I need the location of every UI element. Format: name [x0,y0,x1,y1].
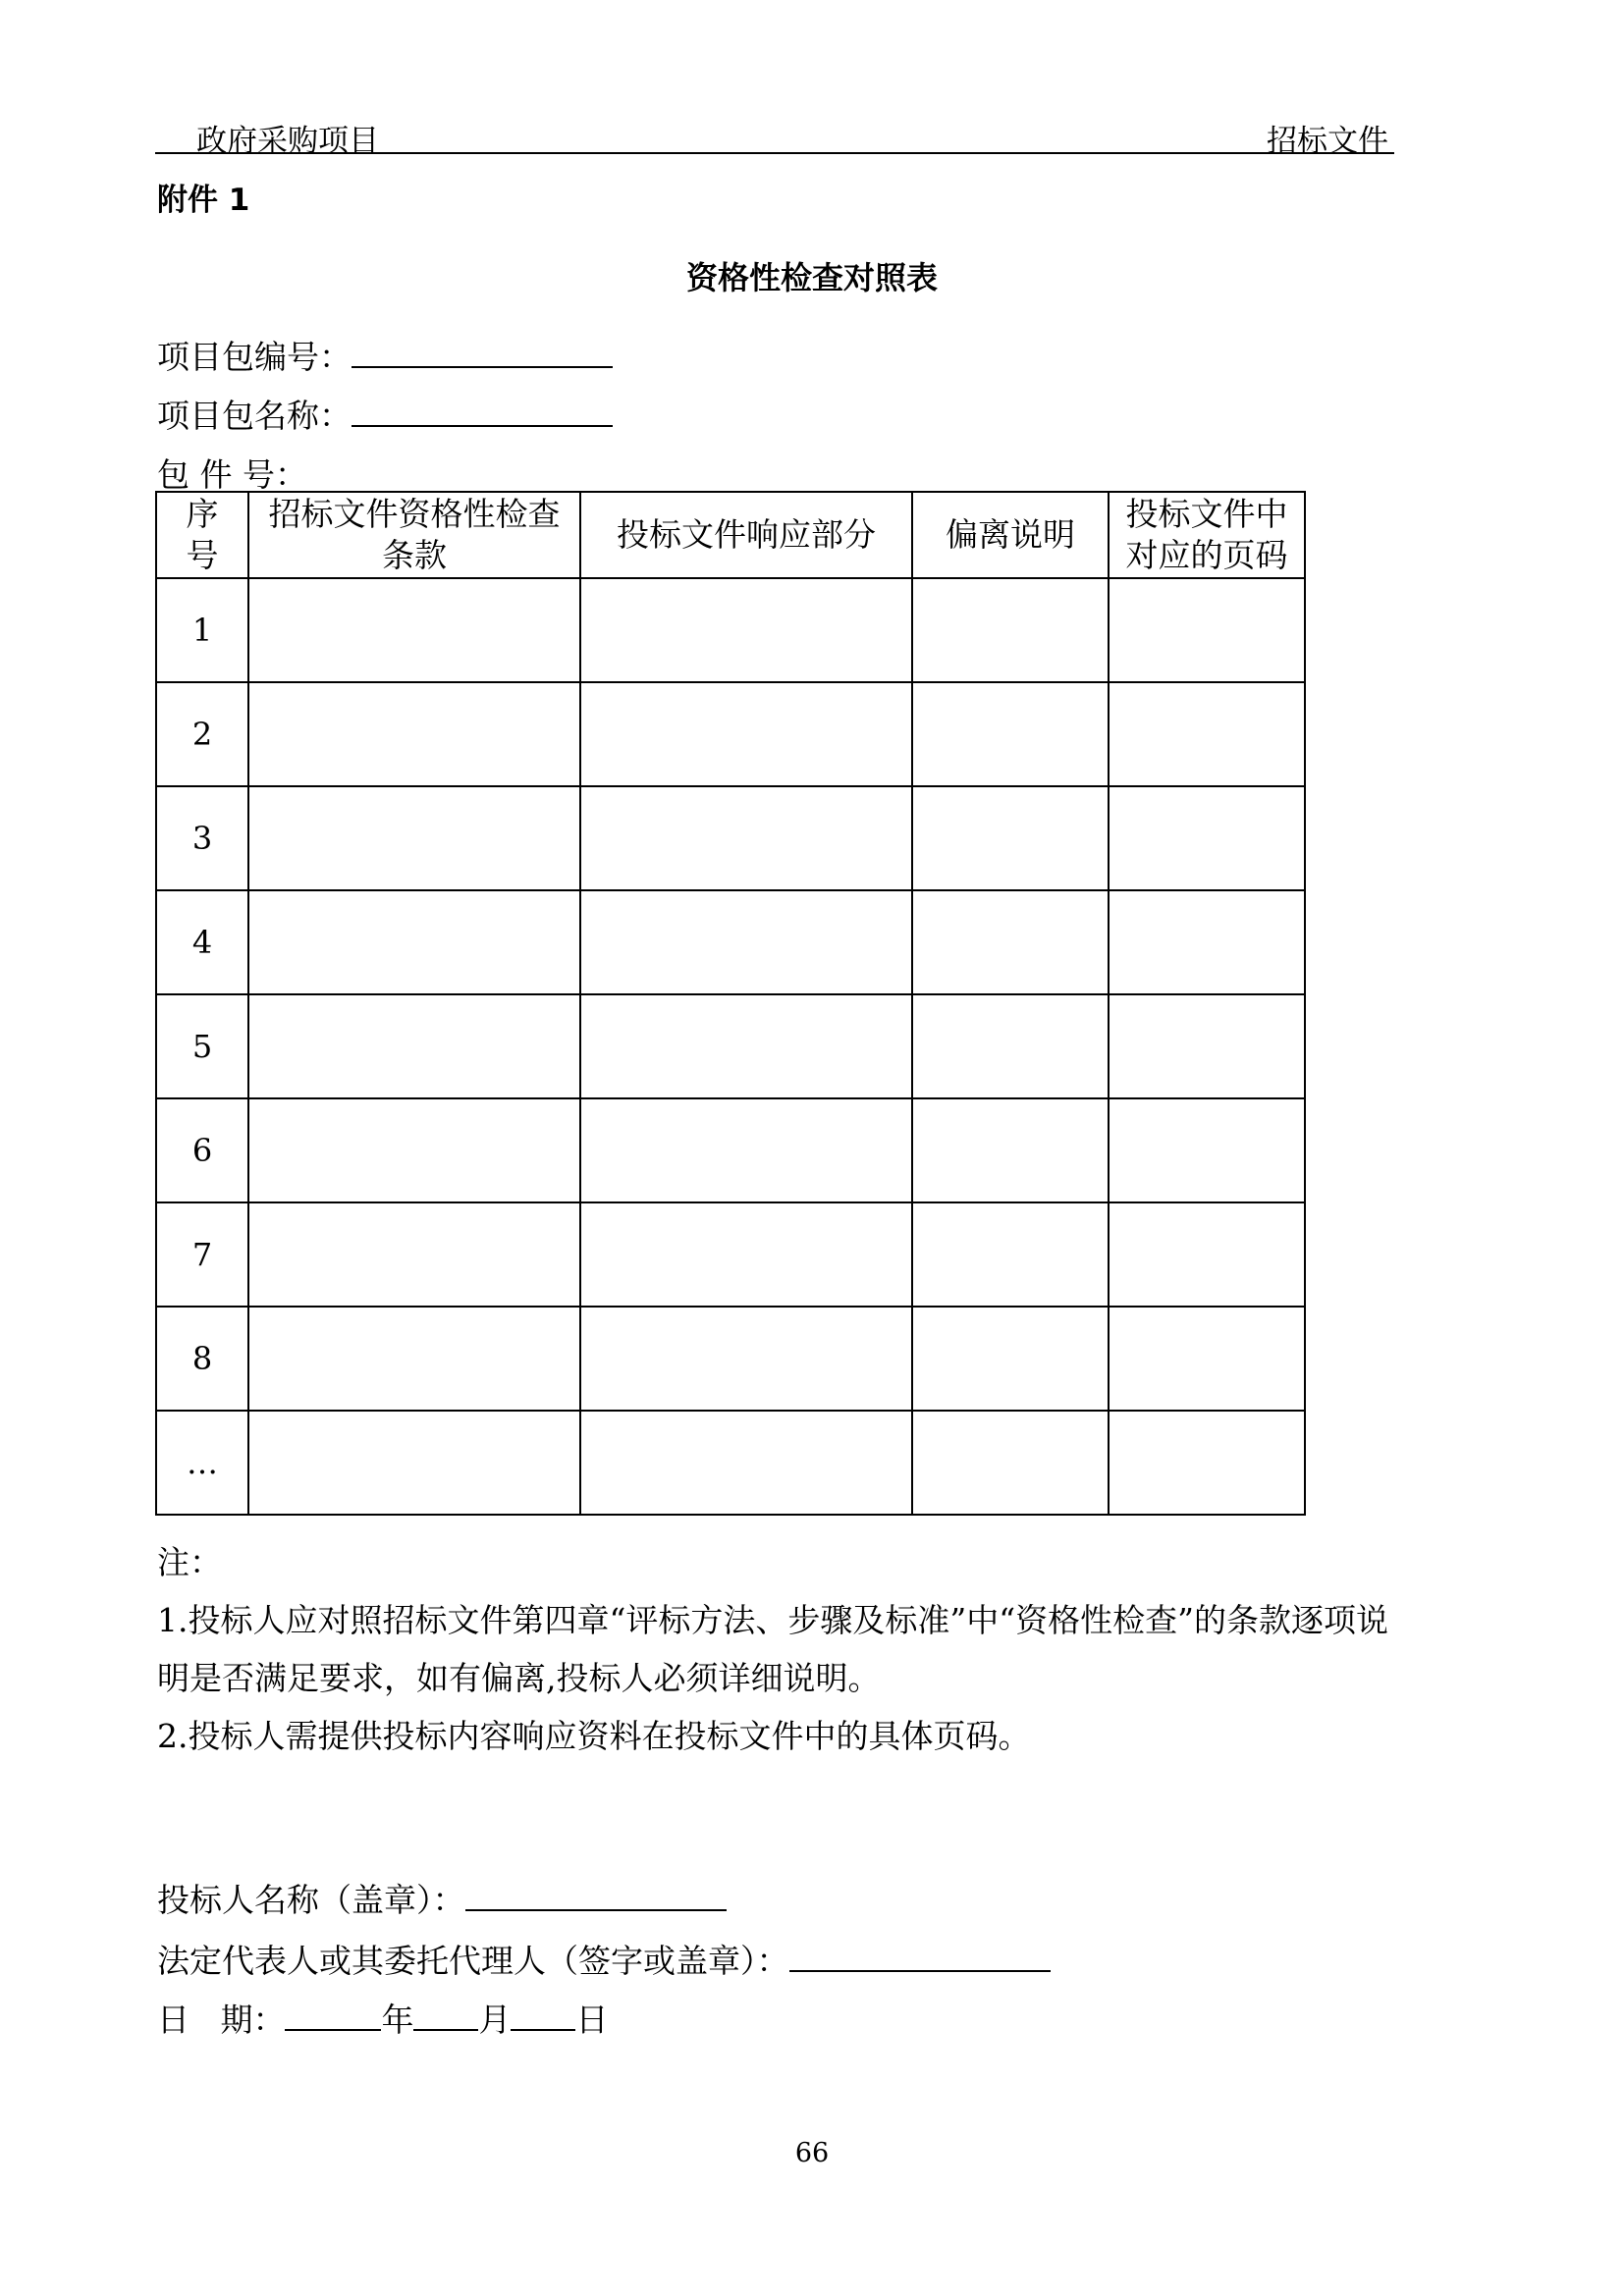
cell-deviation[interactable] [912,1307,1109,1411]
date-field [157,1995,608,2041]
package-number-label: 项目包编号： [157,338,352,376]
note-line-2: 明是否满足要求，如有偏离,投标人必须详细说明。 [157,1659,881,1697]
cell-response[interactable] [580,1202,912,1307]
annex-label: 附件 1 [157,183,250,218]
note-line-1: 1.投标人应对照招标文件第四章“评标方法、步骤及标准”中“资格性检查”的条款逐项说 [157,1601,1388,1639]
day-blank[interactable] [511,2028,575,2031]
cell-page[interactable] [1109,786,1305,890]
package-number-blank[interactable] [352,365,613,368]
cell-clause[interactable] [248,682,580,786]
cell-clause[interactable] [248,1307,580,1411]
representative-blank[interactable] [789,1969,1051,1972]
row-number: 8 [156,1307,248,1411]
row-number: 4 [156,890,248,994]
cell-page[interactable] [1109,682,1305,786]
cell-deviation[interactable] [912,1098,1109,1202]
header-rule [155,152,1394,154]
package-name-label: 项目包名称： [157,397,352,435]
row-number: 7 [156,1202,248,1307]
cell-clause[interactable] [248,1411,580,1515]
cell-deviation[interactable] [912,1202,1109,1307]
cell-deviation[interactable] [912,890,1109,994]
note-line-3: 2.投标人需提供投标内容响应资料在投标文件中的具体页码。 [157,1717,1031,1755]
representative-field [157,1936,1051,1982]
header-response: 投标文件响应部分 [580,492,912,578]
bidder-name-blank[interactable] [465,1908,727,1911]
cell-page[interactable] [1109,1098,1305,1202]
header-deviation: 偏离说明 [912,492,1109,578]
table-row [156,890,1305,994]
cell-response[interactable] [580,890,912,994]
table-header-row [156,492,1305,578]
header-left: 政府采购项目 [196,124,379,159]
header-clause-line1: 招标文件资格性检查 [268,495,561,533]
cell-clause[interactable] [248,994,580,1098]
row-number: 6 [156,1098,248,1202]
row-number: 1 [156,578,248,682]
table-row [156,1202,1305,1307]
cell-page[interactable] [1109,1411,1305,1515]
form-title: 资格性检查对照表 [685,259,938,296]
cell-deviation[interactable] [912,994,1109,1098]
row-number: … [156,1411,248,1515]
header-clause [248,492,580,578]
month-blank[interactable] [413,2028,478,2031]
cell-page[interactable] [1109,994,1305,1098]
year-label: 年 [381,2001,414,2039]
header-page-line1: 投标文件中 [1125,495,1288,533]
package-name-blank[interactable] [352,424,613,427]
table-row [156,786,1305,890]
header-seq-line2: 号 [186,536,219,574]
date-label: 日 期： [157,2001,286,2039]
table-row [156,994,1305,1098]
row-number: 5 [156,994,248,1098]
month-label: 月 [478,2001,512,2039]
header-page-line2: 对应的页码 [1125,536,1288,574]
header-right: 招标文件 [1267,124,1388,159]
cell-clause[interactable] [248,786,580,890]
package-name-field [157,391,613,437]
cell-deviation[interactable] [912,786,1109,890]
day-label: 日 [575,2001,609,2039]
table-row [156,1411,1305,1515]
cell-page[interactable] [1109,890,1305,994]
cell-page[interactable] [1109,578,1305,682]
cell-response[interactable] [580,786,912,890]
cell-deviation[interactable] [912,578,1109,682]
cell-clause[interactable] [248,890,580,994]
cell-page[interactable] [1109,1307,1305,1411]
bidder-name-field [157,1875,727,1921]
piece-number-field [157,450,307,496]
page-number: 66 [794,2138,830,2168]
qualification-table [155,491,1306,1516]
cell-response[interactable] [580,1411,912,1515]
cell-response[interactable] [580,1098,912,1202]
cell-clause[interactable] [248,578,580,682]
table-row [156,682,1305,786]
notes-label: 注： [157,1543,222,1581]
row-number: 3 [156,786,248,890]
package-number-field [157,332,613,378]
cell-clause[interactable] [248,1202,580,1307]
header-seq [156,492,248,578]
year-blank[interactable] [285,2028,381,2031]
representative-label: 法定代表人或其委托代理人（签字或盖章）： [157,1942,789,1980]
cell-clause[interactable] [248,1098,580,1202]
cell-deviation[interactable] [912,682,1109,786]
cell-response[interactable] [580,578,912,682]
cell-page[interactable] [1109,1202,1305,1307]
row-number: 2 [156,682,248,786]
cell-response[interactable] [580,994,912,1098]
header-seq-line1: 序 [186,495,219,533]
cell-deviation[interactable] [912,1411,1109,1515]
piece-number-label: 包 件 号： [157,455,307,494]
table-row [156,1307,1305,1411]
header-page [1109,492,1305,578]
notes-section [157,1533,1492,1765]
cell-response[interactable] [580,682,912,786]
cell-response[interactable] [580,1307,912,1411]
table-row [156,1098,1305,1202]
header-clause-line2: 条款 [382,536,447,574]
bidder-name-label: 投标人名称（盖章）： [157,1881,465,1919]
table-row [156,578,1305,682]
